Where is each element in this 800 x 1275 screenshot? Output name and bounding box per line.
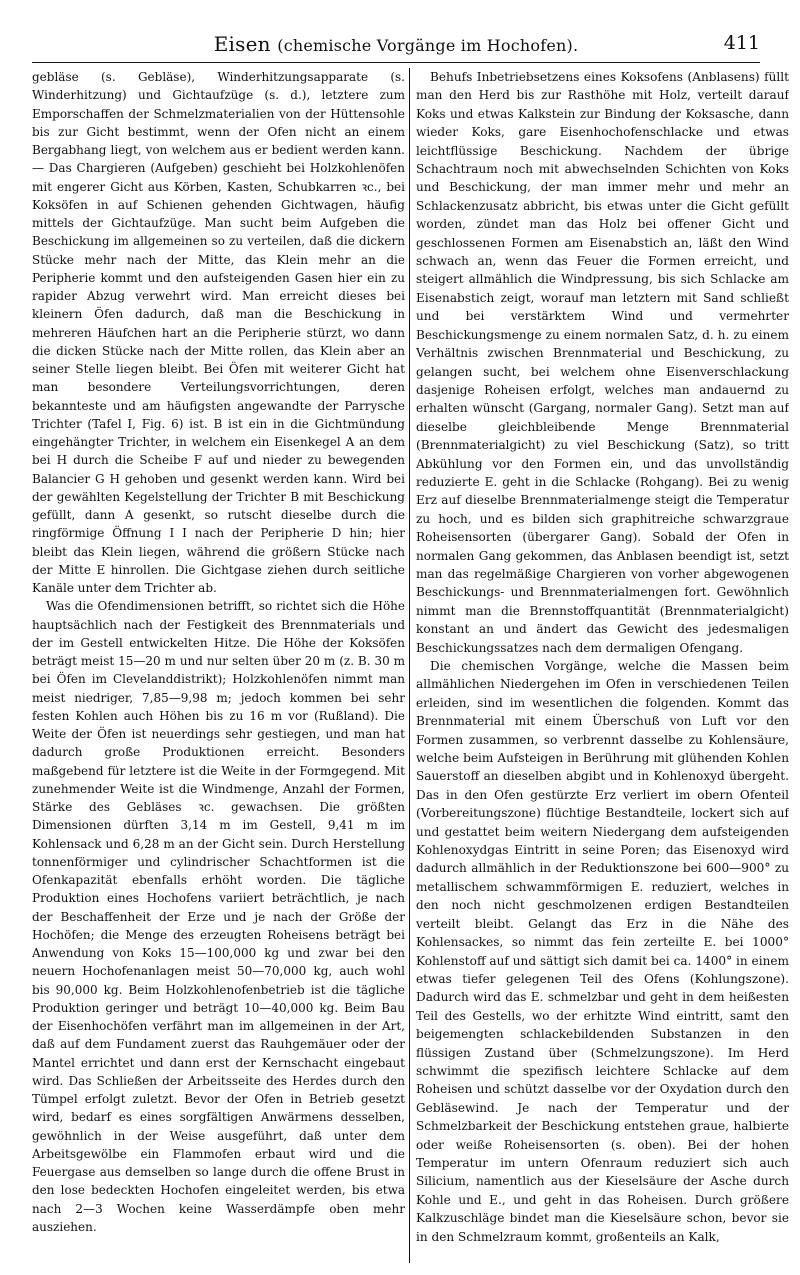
paragraph: Was die Ofendimensionen betrifft, so richtet sich die Höhe hauptsächlich nach der Festigkeit des Brennmaterials und der im Gestell entwickelten Hitze. Die Höhe der Koksöfen beträgt meist 15—20 m und nur selten über 20 m (z. B. 30 m bei Öfen im Clevelanddistrikt); Holzkohlenöfen nimmt man meist niedriger, 7,85—9,98 m; jedoch kommen bei sehr festen Kohlen auch Höhen bis zu 16 m vor (Rußland). Die Weite der Öfen ist neuerdings sehr gestiegen, und man hat dadurch große Produktionen erreicht. Besonders maßgebend für letztere ist die Weite in der Formgegend. Mit zunehmender Weite ist die Windmenge, Anzahl der Formen, Stärke des Gebläses ꝛc. gewachsen. Die größten Dimensionen dürften 3,14 m im Gestell, 9,41 m im Kohlensack und 6,28 m an der Gicht sein. Durch Herstellung tonnenförmiger und cylindrischer Schachtformen ist die Ofenkapazität ebenfalls erhöht worden. Die tägliche Produktion eines Hochofens variiert beträchtlich, je nach der Beschaffenheit der Erze und je nach der Größe der Hochöfen; die Menge des erzeugten Roheisens beträgt bei Anwendung von Koks 15—100,000 kg und zwar bei den neuern Hochofenanlagen meist 50—70,000 kg, auch wohl bis 90,000 kg. Beim Holzkohlenofenbetrieb ist die tägliche Produktion geringer und beträgt 10—40,000 kg. Beim Bau der Eisenhochöfen verfährt man im allgemeinen in der Art, daß auf dem Fundament zuerst das Rauhgemäuer oder der Mantel errichtet und dann erst der Kernschacht eingebaut wird. Das Schließen der Arbeitsseite des Herdes durch den Tümpel erfolgt zuletzt. Bevor der Ofen in Betrieb gesetzt wird, bedarf es eines sorgfältigen Anwärmens desselben, gewöhnlich in der Weise ausgeführt, daß unter dem Arbeitsgewölbe ein Flammofen erbaut wird und die Feuergase aus demselben so lange durch die offene Brust in den lose bedeckten Hochofen eingeleitet werden, bis etwa nach 2—3 Wochen keine Wasserdämpfe oben mehr ausziehen. xyxy=(32,599,405,1234)
page-number: 411 xyxy=(723,32,760,54)
paragraph: Die chemischen Vorgänge, welche die Massen beim allmählichen Niedergehen im Ofen in verschiedenen Teilen erleiden, sind im wesentlichen die folgenden. Kommt das Brennmaterial mit einem Überschuß von Luft vor den Formen zusammen, so verbrennt dasselbe zu Kohlensäure, welche beim Aufsteigen in Berührung mit glühenden Kohlen Sauerstoff an dieselben abgibt und in Kohlenoxyd übergeht. Das in den Ofen gestürzte Erz verliert im obern Ofenteil (Vorbereitungszone) flüchtige Bestandteile, lockert sich auf und gestattet beim weitern Niedergang dem aufsteigenden Kohlenoxydgas Eintritt in seine Poren; das Eisenoxyd wird dadurch allmählich in der Reduktionszone bei 600—900° zu metallischem schwammförmigen E. reduziert, welches in den noch nicht geschmolzenen erdigen Bestandteilen verteilt bleibt. Gelangt das Erz in die Nähe des Kohlensackes, so nimmt das fein zerteilte E. bei 1000° Kohlenstoff auf und sättigt sich damit bei ca. 1400° in einem etwas tiefer gelegenen Teil des Ofens (Kohlungszone). Dadurch wird das E. schmelzbar und geht in dem heißesten Teil des Gestells, wo der erhitzte Wind eintritt, samt den beigemengten schlackebildenden Substanzen in den flüssigen Zustand über (Schmelzungszone). Im Herd schwimmt die spezifisch leichtere Schlacke auf dem Roheisen und schützt dasselbe vor der Oxydation durch den Gebläsewind. Je nach der Temperatur und der Schmelzbarkeit der Beschickung entstehen graue, halbierte oder weiße Roheisensorten (s. oben). Bei der hohen Temperatur im untern Ofenraum reduziert sich auch Silicium, namentlich aus der Kieselsäure der Asche durch Kohle und E., und geht in das Roheisen. Durch größere Kalkzuschläge bindet man die Kieselsäure schon, bevor sie in den Schmelzraum kommt, großenteils an Kalk, xyxy=(416,659,789,1244)
right-column xyxy=(416,68,789,1263)
header-title-subtitle: (chemische Vorgänge im Hochofen). xyxy=(277,36,579,55)
header-title xyxy=(32,32,760,56)
header-title-main: Eisen xyxy=(213,32,271,56)
left-column xyxy=(32,68,405,1263)
paragraph: Behufs Inbetriebsetzens eines Koksofens (Anblasens) füllt man den Herd bis zur Rasthöhe mit Holz, verteilt darauf Koks und etwas Kalkstein zur Bindung der Koksasche, dann wieder Koks, gare Eisenhochofenschlacke und etwas leichtflüssige Beschickung. Nachdem der übrige Schachtraum noch mit abwechselnden Schichten von Koks und Beschickung, der man immer mehr und mehr an Schlackenzusatz abbricht, bis etwas unter die Gicht gefüllt worden, zündet man das Holz bei offener Gicht und geschlossenen Formen am Eisenabstich an, läßt den Wind schwach an, wenn das Feuer die Formen erreicht, und steigert allmählich die Windpressung, bis sich Schlacke am Eisenabstich zeigt, worauf man letztern mit Sand schließt und bei verstärktem Wind und vermehrter Beschickungsmenge zu einem normalen Satz, d. h. zu einem Verhältnis zwischen Brennmaterial und Beschickung, zu gelangen sucht, bei welchem ohne Eisenverschlackung dasjenige Roheisen erfolgt, welches man andauernd zu erhalten wünscht (Gargang, normaler Gang). Setzt man auf dieselbe gleichbleibende Menge Brennmaterial (Brennmaterialgicht) zu viel Beschickung (Satz), so tritt Abkühlung vor den Formen ein, und das unvollständig reduzierte E. geht in die Schlacke (Rohgang). Bei zu wenig Erz auf dieselbe Brennmaterialmenge steigt die Temperatur zu hoch, und es bilden sich graphitreiche schwarzgraue Roheisensorten (übergarer Gang). Sobald der Ofen in normalen Gang gekommen, das Anblasen beendigt ist, setzt man das regelmäßige Chargieren von vorher abgewogenen Beschickungs- und Brennmaterialmengen fort. Gewöhnlich nimmt man die Brennstoffquantität (Brennmaterialgicht) konstant an und ändert das Gewicht des jedesmaligen Beschickungssatzes nach dem dermaligen Ofengang. xyxy=(416,70,789,655)
running-header xyxy=(32,30,760,63)
column-divider xyxy=(409,68,410,1263)
paragraph: gebläse (s. Gebläse), Winderhitzungsapparate (s. Winderhitzung) und Gichtaufzüge (s. d.), letztere zum Emporschaffen der Schmelzmaterialien von der Hüttensohle bis zur Gicht bestimmt, wenn der Ofen nicht an einem Bergabhang liegt, von welchem aus er bedient werden kann. — Das Chargieren (Aufgeben) geschieht bei Holzkohlenöfen mit engerer Gicht aus Körben, Kasten, Schubkarren ꝛc., bei Koksöfen in auf Schienen gehenden Gichtwagen, häufig mittels der Gichtaufzüge. Man sucht beim Aufgeben die Beschickung im allgemeinen so zu verteilen, daß die dickern Stücke mehr nach der Mitte, das Klein mehr an die Peripherie kommt und den aufsteigenden Gasen hier ein zu rapider Abzug verwehrt wird. Man erreicht dieses bei kleinern Öfen dadurch, daß man die Beschickung in mehreren Häufchen hart an die Peripherie stürzt, wo dann die dicken Stücke nach der Mitte rollen, das Klein aber an seiner Stelle liegen bleibt. Bei Öfen mit weiterer Gicht hat man besondere Verteilungsvorrichtungen, deren bekannteste und am häufigsten angewandte der Parrysche Trichter (Tafel I, Fig. 6) ist. B ist ein in die Gichtmündung eingehängter Trichter, in welchem ein Eisenkegel A an dem bei H durch die Scheibe F auf und nieder zu bewegenden Balancier G H gehoben und gesenkt werden kann. Wird bei der gewählten Kegelstellung der Trichter B mit Beschickung gefüllt, dann A gesenkt, so rutscht dieselbe durch die ringförmige Öffnung I I nach der Peripherie D hin; hier bleibt das Klein liegen, während die größern Stücke nach der Mitte E hinrollen. Die Gichtgase ziehen durch seitliche Kanäle unter dem Trichter ab. xyxy=(32,70,405,595)
